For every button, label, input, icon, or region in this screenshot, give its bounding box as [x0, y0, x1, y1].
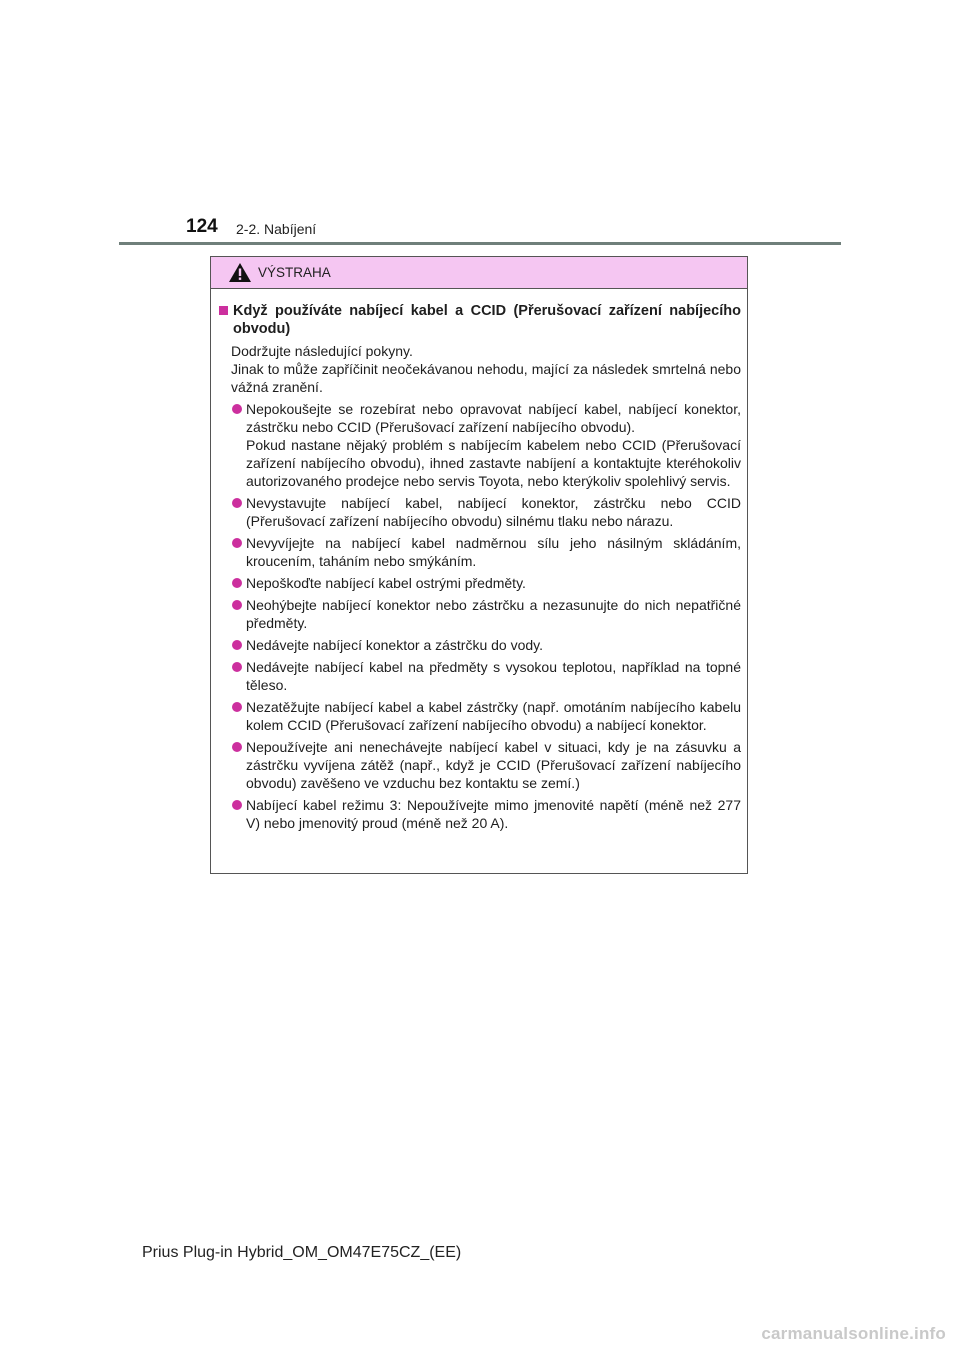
list-item-text-part: Pokud nastane nějaký problém s nabíjecím kabelem nebo CCID (Přerušovací zařízení nabíjecího obvodu), ihned zastavte nabíjení a kontaktujte kteréhokoliv autorizovaného prodejce nebo servis Toyota, nebo kterýkoliv spolehlivý servis.: [246, 437, 741, 489]
list-item: [217, 400, 741, 490]
circle-bullet-icon: [232, 662, 242, 672]
intro-line: Jinak to může zapříčinit neočekávanou nehodu, mající za následek smrtelná nebo vážná zranění.: [231, 361, 741, 395]
list-item-text: Nevystavujte nabíjecí kabel, nabíjecí konektor, zástrčku nebo CCID (Přerušovací zařízení nabíjecího obvodu) silnému tlaku nebo nárazu.: [246, 495, 741, 529]
list-item: [217, 494, 741, 530]
warning-heading: [217, 302, 741, 338]
circle-bullet-icon: [232, 800, 242, 810]
list-item: [217, 596, 741, 632]
warning-intro: [231, 342, 741, 396]
warning-label: VÝSTRAHA: [258, 265, 331, 280]
circle-bullet-icon: [232, 600, 242, 610]
warning-box: [210, 256, 748, 874]
list-item-text: Nedávejte nabíjecí kabel na předměty s vysokou teplotou, například na topné těleso.: [246, 659, 741, 693]
circle-bullet-icon: [232, 742, 242, 752]
warning-heading-text: Když používáte nabíjecí kabel a CCID (Přerušovací zařízení nabíjecího obvodu): [233, 303, 741, 337]
circle-bullet-icon: [232, 640, 242, 650]
watermark-link[interactable]: carmanualsonline.info: [761, 1324, 946, 1343]
list-item: [217, 574, 741, 592]
list-item-text: Nabíjecí kabel režimu 3: Nepoužívejte mimo jmenovité napětí (méně než 277 V) nebo jmenovitý proud (méně než 20 A).: [246, 797, 741, 831]
warning-header: [211, 257, 747, 289]
list-item-text: Nezatěžujte nabíjecí kabel a kabel zástrčky (např. omotáním nabíjecího kabelu kolem CCID (Přerušovací zařízení nabíjecího obvodu) a nabíjecí konektor.: [246, 699, 741, 733]
circle-bullet-icon: [232, 404, 242, 414]
list-item: [217, 698, 741, 734]
circle-bullet-icon: [232, 538, 242, 548]
list-item-text: Nevyvíjejte na nabíjecí kabel nadměrnou sílu jeho násilným skládáním, kroucením, taháním nebo smýkáním.: [246, 535, 741, 569]
section-title: 2-2. Nabíjení: [236, 221, 317, 237]
list-item-text: Nepoškoďte nabíjecí kabel ostrými předměty.: [246, 575, 526, 591]
circle-bullet-icon: [232, 578, 242, 588]
list-item: [217, 796, 741, 832]
square-bullet-icon: [219, 306, 228, 315]
list-item: [217, 658, 741, 694]
list-item-text: Nepoužívejte ani nenechávejte nabíjecí kabel v situaci, kdy je na zásuvku a zástrčku vyvíjena zátěž (např., když je CCID (Přerušovací zařízení nabíjecího obvodu) zavěšeno ve vzduchu bez kontaktu se zemí.): [246, 739, 741, 791]
circle-bullet-icon: [232, 498, 242, 508]
list-item: [217, 636, 741, 654]
header-rule: [119, 242, 841, 245]
footer-model: Prius Plug-in Hybrid_OM_OM47E75CZ_(EE): [142, 1244, 462, 1261]
warning-triangle-icon: [229, 263, 251, 282]
list-item-text: [246, 400, 741, 490]
warning-bullet-list: [217, 400, 741, 832]
warning-body: [211, 289, 747, 832]
list-item: [217, 534, 741, 570]
list-item-text-part: Nepokoušejte se rozebírat nebo opravovat nabíjecí kabel, nabíjecí konektor, zástrčku nebo CCID (Přerušovací zařízení nabíjecího obvodu).: [246, 401, 741, 435]
page-number: 124: [186, 216, 218, 237]
list-item-text: Nedávejte nabíjecí konektor a zástrčku do vody.: [246, 637, 544, 653]
circle-bullet-icon: [232, 702, 242, 712]
list-item: [217, 738, 741, 792]
list-item-text: Neohýbejte nabíjecí konektor nebo zástrčku a nezasunujte do nich nepatřičné předměty.: [246, 597, 741, 631]
intro-line: Dodržujte následující pokyny.: [231, 343, 413, 359]
